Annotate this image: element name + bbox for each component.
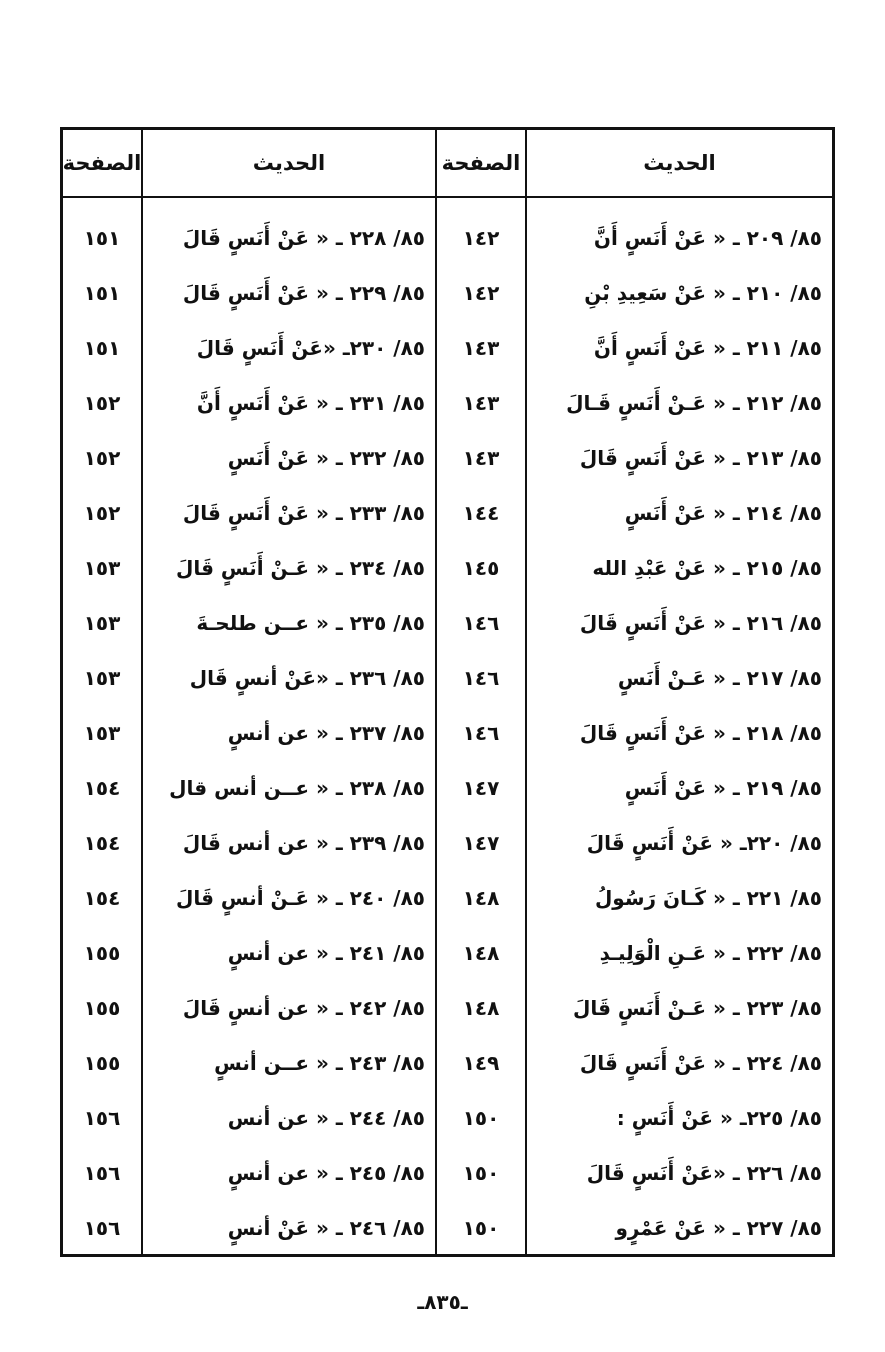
page-ref-left: ١٥٥ — [83, 995, 121, 1020]
table-row — [63, 375, 832, 430]
hadith-entry-right: ٨٥/ ٢٢٥ـ « عَنْ أَنَسٍ : — [616, 1105, 822, 1130]
table-body — [63, 210, 832, 1244]
header-hadith-right: الحديث — [643, 151, 716, 175]
page-ref-left: ١٥٣ — [83, 610, 121, 635]
table-row — [63, 210, 832, 265]
hadith-entry-left: ٨٥/ ٢٣٣ ـ « عَنْ أَنَسٍ قَالَ — [182, 500, 425, 525]
hadith-entry-left: ٨٥/ ٢٤١ ـ « عن أنسٍ — [227, 940, 425, 965]
hadith-entry-left: ٨٥/ ٢٣٢ ـ « عَنْ أَنَسٍ — [227, 445, 425, 470]
hadith-entry-left: ٨٥/ ٢٤٠ ـ « عَـنْ أنسٍ قَالَ — [176, 885, 425, 910]
page-ref-left: ١٥٤ — [83, 830, 121, 855]
hadith-entry-left: ٨٥/ ٢٣٧ ـ « عن أنسٍ — [227, 720, 425, 745]
page-number: ـ٨٣٥ـ — [417, 1290, 468, 1314]
hadith-entry-left: ٨٥/ ٢٤٢ ـ « عن أنسٍ قَالَ — [182, 995, 425, 1020]
table-row — [63, 760, 832, 815]
page-ref-right: ١٤٦ — [462, 720, 500, 745]
hadith-entry-right: ٨٥/ ٢١٥ ـ « عَنْ عَبْدِ الله — [592, 555, 822, 580]
hadith-entry-left: ٨٥/ ٢٢٨ ـ « عَنْ أَنَسٍ قَالَ — [182, 225, 425, 250]
page-ref-left: ١٥٤ — [83, 885, 121, 910]
header-page-left: الصفحة — [62, 151, 142, 175]
page-ref-left: ١٥٢ — [83, 445, 121, 470]
page-ref-left: ١٥١ — [83, 225, 121, 250]
page-ref-right: ١٤٩ — [462, 1050, 500, 1075]
page-ref-right: ١٥٠ — [462, 1160, 500, 1185]
table-row — [63, 1090, 832, 1145]
page-ref-left: ١٥٥ — [83, 1050, 121, 1075]
page-ref-right: ١٤٣ — [462, 445, 500, 470]
hadith-entry-right: ٨٥/ ٢٢٠ـ « عَنْ أَنَسٍ قَالَ — [586, 830, 822, 855]
hadith-entry-right: ٨٥/ ٢١٦ ـ « عَنْ أَنَسٍ قَالَ — [579, 610, 822, 635]
page-ref-right: ١٥٠ — [462, 1105, 500, 1130]
hadith-entry-left: ٨٥/ ٢٣٥ ـ « عــن طلحـةَ — [196, 610, 425, 635]
header-hadith-left: الحديث — [252, 151, 326, 175]
table-row — [63, 705, 832, 760]
hadith-entry-right: ٨٥/ ٢١٧ ـ « عَـنْ أَنَسٍ — [617, 665, 822, 690]
page-ref-right: ١٤٥ — [462, 555, 500, 580]
table-row — [63, 1200, 832, 1255]
hadith-entry-right: ٨٥/ ٢١٠ ـ « عَنْ سَعِيدِ بْنِ — [584, 280, 822, 305]
hadith-entry-left: ٨٥/ ٢٤٤ ـ « عن أنس — [227, 1105, 425, 1130]
page-ref-right: ١٤٧ — [462, 775, 500, 800]
hadith-entry-right: ٨٥/ ٢٢٤ ـ « عَنْ أَنَسٍ قَالَ — [579, 1050, 822, 1075]
table-row — [63, 265, 832, 320]
hadith-entry-right: ٨٥/ ٢٢٦ ـ «عَنْ أَنَسٍ قَالَ — [586, 1160, 822, 1185]
table-row — [63, 650, 832, 705]
table-header — [63, 130, 832, 198]
page-ref-right: ١٤٨ — [462, 940, 500, 965]
page-ref-right: ١٤٦ — [462, 610, 500, 635]
page-ref-left: ١٥١ — [83, 280, 121, 305]
page-ref-right: ١٤٦ — [462, 665, 500, 690]
hadith-entry-left: ٨٥/ ٢٤٣ ـ « عــن أنسٍ — [214, 1050, 425, 1075]
page-ref-left: ١٥٢ — [83, 390, 121, 415]
page-ref-right: ١٥٠ — [462, 1215, 500, 1240]
page-ref-left: ١٥٦ — [83, 1160, 121, 1185]
hadith-entry-left: ٨٥/ ٢٤٦ ـ « عَنْ أنسٍ — [227, 1215, 425, 1240]
table-row — [63, 1145, 832, 1200]
page-ref-left: ١٥٥ — [83, 940, 121, 965]
page-ref-right: ١٤٣ — [462, 390, 500, 415]
table-row — [63, 430, 832, 485]
hadith-entry-right: ٨٥/ ٢٢٧ ـ « عَنْ عَمْرٍو — [615, 1215, 822, 1240]
hadith-entry-right: ٨٥/ ٢٠٩ ـ « عَنْ أَنَسٍ أَنَّ — [593, 225, 822, 250]
hadith-entry-left: ٨٥/ ٢٣٨ ـ « عــن أنس قال — [169, 775, 425, 800]
page-ref-right: ١٤٨ — [462, 885, 500, 910]
hadith-entry-right: ٨٥/ ٢١٣ ـ « عَنْ أَنَسٍ قَالَ — [579, 445, 822, 470]
table-row — [63, 540, 832, 595]
hadith-entry-right: ٨٥/ ٢١٩ ـ « عَنْ أَنَسٍ — [624, 775, 822, 800]
page-ref-left: ١٥٢ — [83, 500, 121, 525]
page-ref-left: ١٥٦ — [83, 1215, 121, 1240]
header-page-right: الصفحة — [441, 151, 521, 175]
page-ref-left: ١٥٣ — [83, 555, 121, 580]
page-ref-left: ١٥٣ — [83, 720, 121, 745]
table-row — [63, 980, 832, 1035]
hadith-entry-left: ٨٥/ ٢٢٩ ـ « عَنْ أَنَسٍ قَالَ — [182, 280, 425, 305]
hadith-entry-left: ٨٥/ ٢٣٦ ـ «عَنْ أنسٍ قَال — [189, 665, 425, 690]
page-ref-right: ١٤٤ — [462, 500, 500, 525]
page-ref-right: ١٤٢ — [462, 225, 500, 250]
page-ref-left: ١٥١ — [83, 335, 121, 360]
hadith-entry-right: ٨٥/ ٢١٤ ـ « عَنْ أَنَسٍ — [624, 500, 822, 525]
hadith-entry-left: ٨٥/ ٢٣١ ـ « عَنْ أَنَسٍ أَنَّ — [196, 390, 425, 415]
hadith-entry-right: ٨٥/ ٢١٨ ـ « عَنْ أَنَسٍ قَالَ — [579, 720, 822, 745]
hadith-entry-left: ٨٥/ ٢٣٠ـ «عَنْ أَنَسٍ قَالَ — [196, 335, 425, 360]
hadith-entry-left: ٨٥/ ٢٣٩ ـ « عن أنس قَالَ — [182, 830, 425, 855]
table-row — [63, 595, 832, 650]
hadith-entry-right: ٨٥/ ٢١٢ ـ « عَـنْ أَنَسٍ قَـالَ — [566, 390, 822, 415]
hadith-entry-right: ٨٥/ ٢٢٢ ـ « عَـنِ الْوَلِيـدِ — [599, 940, 822, 965]
page-ref-right: ١٤٨ — [462, 995, 500, 1020]
table-row — [63, 1035, 832, 1090]
page-ref-right: ١٤٣ — [462, 335, 500, 360]
page-ref-left: ١٥٤ — [83, 775, 121, 800]
page-ref-right: ١٤٢ — [462, 280, 500, 305]
hadith-entry-left: ٨٥/ ٢٤٥ ـ « عن أنسٍ — [227, 1160, 425, 1185]
table-row — [63, 815, 832, 870]
hadith-entry-right: ٨٥/ ٢٢١ ـ « كَـانَ رَسُولُ — [594, 885, 822, 910]
hadith-entry-left: ٨٥/ ٢٣٤ ـ « عَـنْ أَنَسٍ قَالَ — [176, 555, 425, 580]
table-row — [63, 485, 832, 540]
index-table — [60, 127, 835, 1257]
table-row — [63, 870, 832, 925]
page-ref-right: ١٤٧ — [462, 830, 500, 855]
table-row — [63, 925, 832, 980]
hadith-entry-right: ٨٥/ ٢١١ ـ « عَنْ أَنَسٍ أَنَّ — [593, 335, 822, 360]
page-ref-left: ١٥٦ — [83, 1105, 121, 1130]
table-row — [63, 320, 832, 375]
page-ref-left: ١٥٣ — [83, 665, 121, 690]
hadith-entry-right: ٨٥/ ٢٢٣ ـ « عَـنْ أَنَسٍ قَالَ — [573, 995, 822, 1020]
